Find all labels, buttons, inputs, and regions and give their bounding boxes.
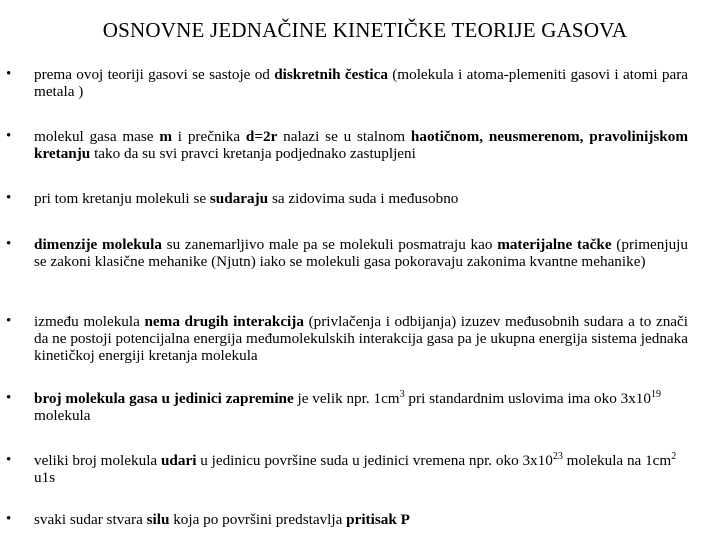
item-text: svaki sudar stvara silu koja po površini predstavlja pritisak P xyxy=(34,511,410,528)
bullet-marker: • xyxy=(6,452,12,468)
bullet-marker: • xyxy=(6,313,12,329)
item-text: prema ovoj teoriji gasovi se sastoje od diskretnih čestica (molekula i atoma-plemeniti gasovi i atomi para metala ) xyxy=(34,66,688,100)
bullet-marker: • xyxy=(6,390,12,406)
bullet-marker: • xyxy=(6,66,12,82)
item-text: veliki broj molekula udari u jedinicu površine suda u jedinici vremena npr. oko $3x10^{23}$ molekula na $1cm^2$ u1s xyxy=(34,450,677,486)
bullet-marker: • xyxy=(6,128,12,144)
bullet-marker: • xyxy=(6,236,12,252)
item-text: broj molekula gasa u jedinici zapremine je velik npr. $1cm^3$ pri standardnim uslovima ima oko $3x10^{19}$ molekula xyxy=(34,388,661,424)
item-text: pri tom kretanju molekuli se sudaraju sa zidovima suda i međusobno xyxy=(34,190,459,207)
bullet-marker: • xyxy=(6,511,12,527)
page-title: OSNOVNE JEDNAČINE KINETIČKE TEORIJE GASOVA xyxy=(102,18,628,42)
item-text: dimenzije molekula su zanemarljivo male pa se molekuli posmatraju kao materijalne tačke (primenjuju se zakoni klasične mehanike (Njutn) iako se molekuli gasa pokoravaju zakonima kvantne mehanike) xyxy=(34,236,688,270)
bullet-marker: • xyxy=(6,190,12,206)
item-text: između molekula nema drugih interakcija (privlačenja i odbijanja) izuzev međusobnih sudara a to znači da ne postoji potencijalna energija međumolekulskih interakcija gasa pa je ukupna energija sistema jednaka kinetičkoj energiji kretanja molekula xyxy=(34,313,689,364)
item-text: molekul gasa mase m i prečnika d=2r nalazi se u stalnom haotičnom, neusmerenom, pravolinijskom kretanju tako da su svi pravci kretanja podjednako zastupljeni xyxy=(34,128,688,162)
